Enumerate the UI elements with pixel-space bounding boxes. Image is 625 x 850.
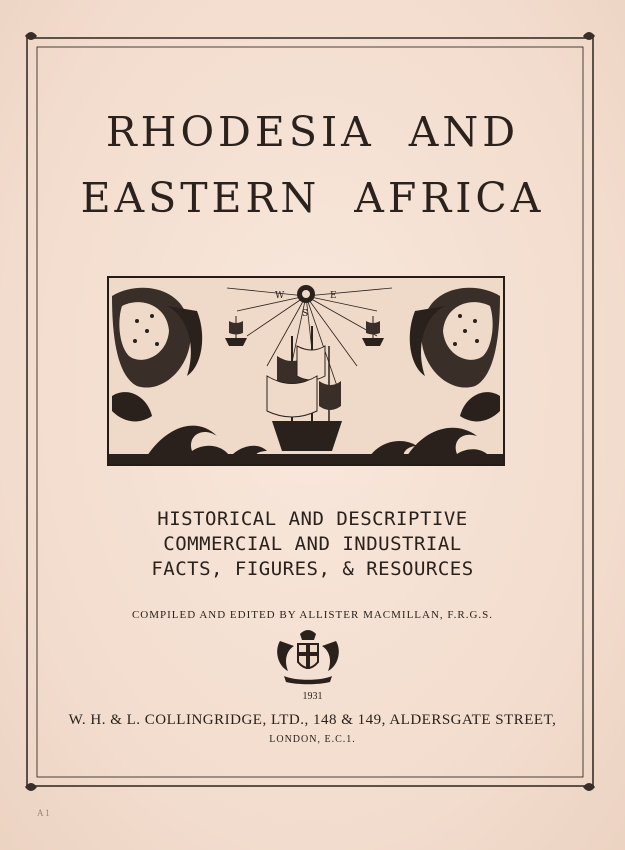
publisher-address: W. H. & L. COLLINGRIDGE, LTD., 148 & 149, ALDERSGATE STREET, xyxy=(68,712,557,728)
compass-west-letter: W xyxy=(275,291,285,301)
coat-of-arms-icon xyxy=(270,626,346,686)
book-title-line-1: RHODESIA AND xyxy=(105,108,520,156)
subtitle-line-1: HISTORICAL AND DESCRIPTIVE xyxy=(157,508,468,530)
publisher-city: LONDON, E.C.1. xyxy=(269,734,356,745)
compass-south-letter: S xyxy=(302,309,309,319)
publication-year: 1931 xyxy=(302,691,323,702)
book-title-line-2: EASTERN AFRICA xyxy=(80,174,545,222)
compass-east-letter: E xyxy=(330,291,337,301)
compass-rose-icon xyxy=(297,285,315,303)
subtitle-line-3: FACTS, FIGURES, & RESOURCES xyxy=(151,558,474,580)
compiled-by-credit: COMPILED AND EDITED BY ALLISTER MACMILLAN, F.R.G.S. xyxy=(131,609,494,621)
ship-woodcut-illustration xyxy=(107,276,505,466)
signature-mark: A 1 xyxy=(37,808,50,818)
subtitle-line-2: COMMERCIAL AND INDUSTRIAL xyxy=(163,533,462,555)
